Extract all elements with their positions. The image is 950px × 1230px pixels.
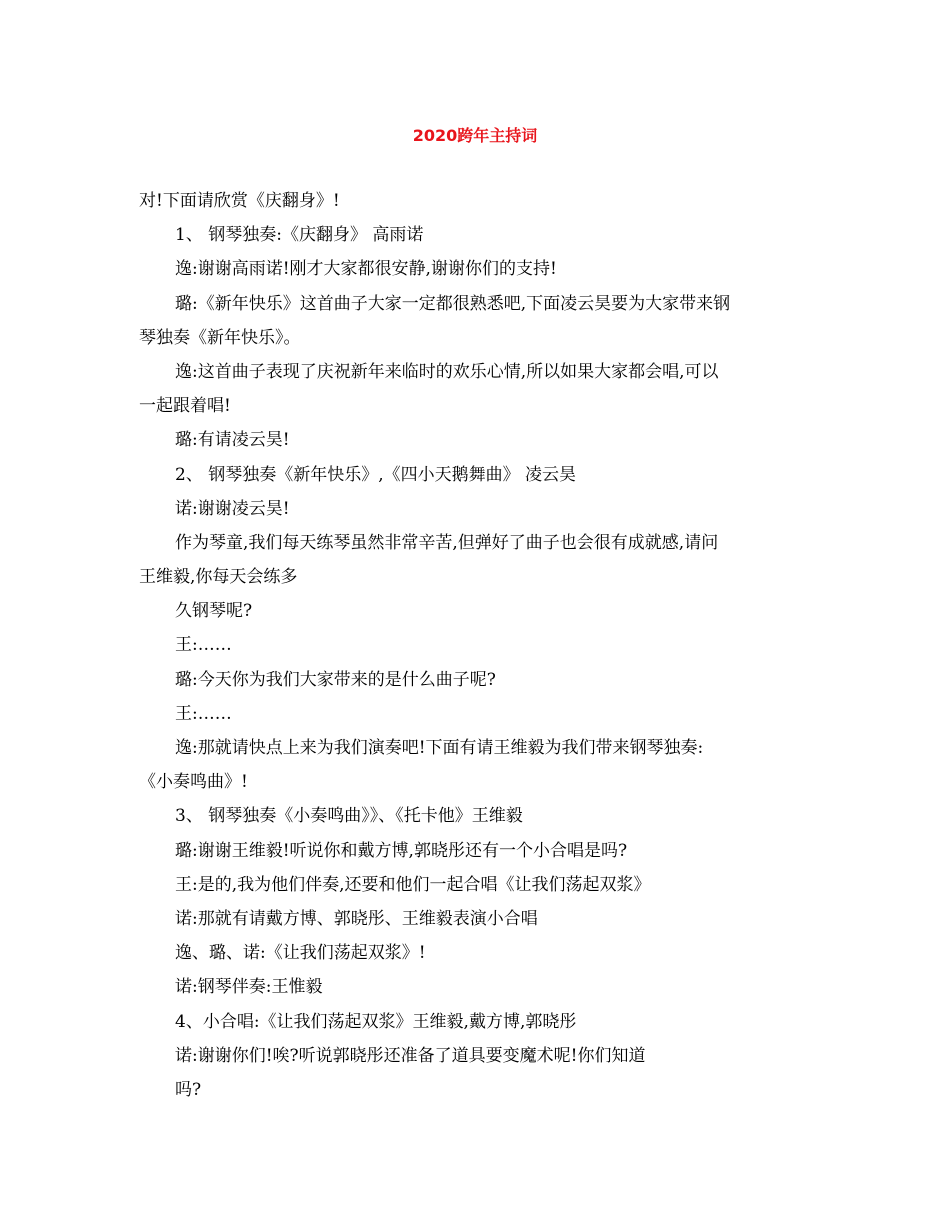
text-line: 对!下面请欣赏《庆翻身》! [139, 191, 340, 211]
text-line: 逸:这首曲子表现了庆祝新年来临时的欢乐心情,所以如果大家都会唱,可以 [175, 361, 719, 382]
text-line: 诺:钢琴伴奏:王惟毅 [175, 977, 323, 998]
text-line: 璐:今天你为我们大家带来的是什么曲子呢? [175, 669, 496, 690]
text-line: 3、 钢琴独奏《小奏鸣曲》》、《托卡他》王维毅 [175, 806, 523, 827]
text-line: 1、 钢琴独奏:《庆翻身》 高雨诺 [175, 225, 424, 246]
text-line: 一起跟着唱! [139, 396, 231, 417]
text-line: 吗? [175, 1079, 202, 1100]
text-line: 王维毅,你每天会练多 [139, 567, 298, 588]
document-body [139, 184, 819, 1107]
text-line: 作为琴童,我们每天练琴虽然非常辛苦,但弹好了曲子也会很有成就感,请问 [175, 532, 719, 553]
text-line: 《小奏鸣曲》! [139, 772, 248, 793]
text-line: 诺:谢谢你们!唉?听说郭晓彤还准备了道具要变魔术呢!你们知道 [175, 1045, 646, 1066]
text-line: 璐:《新年快乐》这首曲子大家一定都很熟悉吧,下面凌云昊要为大家带来钢 [175, 293, 731, 314]
text-line: 2、 钢琴独奏《新年快乐》,《四小天鹅舞曲》 凌云昊 [175, 464, 577, 485]
text-line: 逸:谢谢高雨诺!刚才大家都很安静,谢谢你们的支持! [175, 259, 557, 280]
text-line: 王:…… [175, 703, 232, 724]
document-title: 2020跨年主持词 [412, 126, 538, 145]
text-line: 逸:那就请快点上来为我们演奏吧!下面有请王维毅为我们带来钢琴独奏: [175, 738, 704, 758]
text-line: 琴独奏《新年快乐》。 [139, 327, 301, 348]
text-line: 诺:那就有请戴方博、郭晓彤、王维毅表演小合唱 [175, 908, 538, 929]
text-line: 4、小合唱:《让我们荡起双浆》王维毅,戴方博,郭晓彤 [175, 1011, 577, 1032]
text-line: 王:…… [175, 635, 232, 656]
text-line: 璐:有请凌云昊! [175, 430, 290, 451]
text-line: 逸、璐、诺:《让我们荡起双浆》! [175, 943, 426, 964]
text-line: 久钢琴呢? [175, 601, 253, 622]
text-line: 璐:谢谢王维毅!听说你和戴方博,郭晓彤还有一个小合唱是吗? [175, 840, 628, 861]
text-line: 王:是的,我为他们伴奏,还要和他们一起合唱《让我们荡起双浆》 [175, 874, 651, 895]
text-line: 诺:谢谢凌云昊! [175, 498, 290, 519]
